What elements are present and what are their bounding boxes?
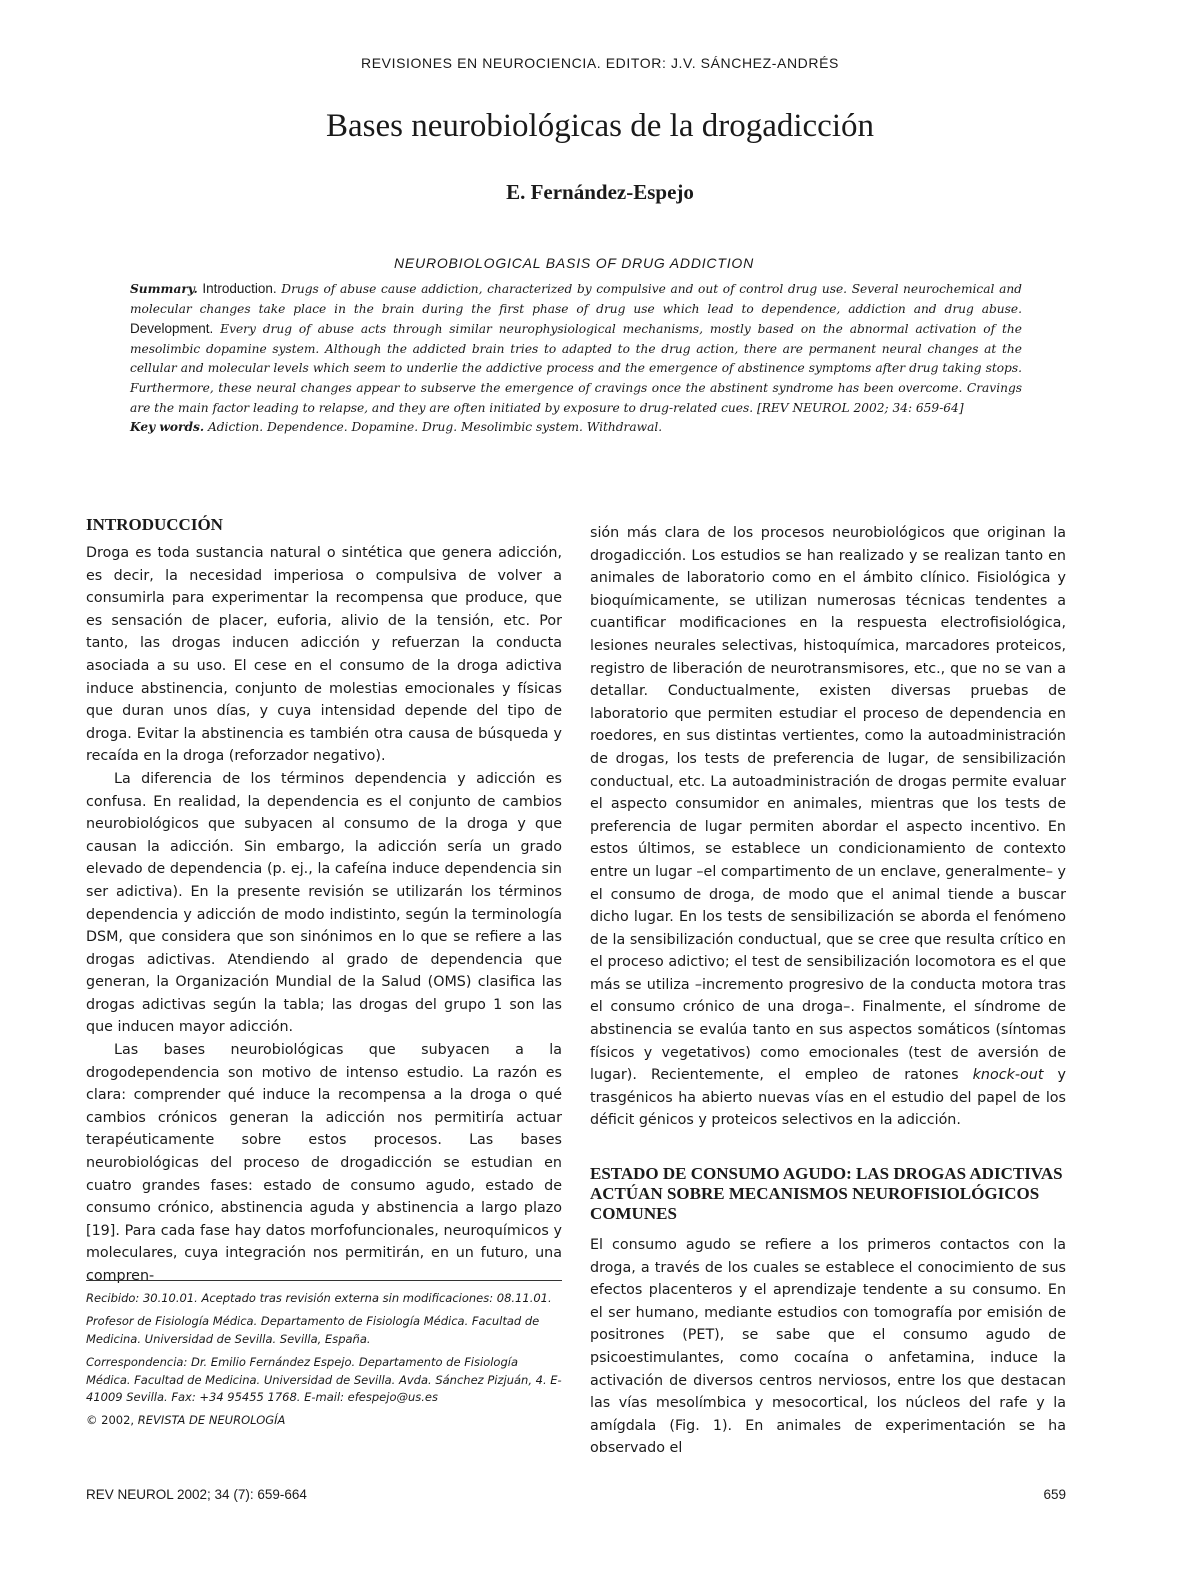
received-note: Recibido: 30.10.01. Aceptado tras revisión externa sin modificaciones: 08.11.01. [86,1291,552,1305]
running-header: REVISIONES EN NEUROCIENCIA. EDITOR: J.V. SÁNCHEZ-ANDRÉS [361,55,839,71]
keywords-text: Adiction. Dependence. Dopamine. Drug. Mesolimbic system. Withdrawal. [204,420,663,435]
affiliation-note: Profesor de Fisiología Médica. Departamento de Fisiología Médica. Facultad de Medicina. Universidad de Sevilla. Sevilla, España. [86,1314,540,1346]
intro-label: Introduction. [202,281,277,296]
paragraph-4-text-a: sión más clara de los procesos neurobiológicos que originan la drogadicción. Los estudios se han realizado y se realizan tanto en animales de laboratorio como en el ámbito clínico. Fisiológica y bioquímicamente, se utilizan numerosas técnicas tendentes a cuantificar modificaciones en la respuesta electrofisiológica, lesiones neurales selectivas, histoquímica, marcadores proteicos, registro de liberación de neurotransmisores, etc., que no se van a detallar. Conductualmente, existen diversas pruebas de laboratorio que permiten estudiar el proceso de dependencia en roedores, en sus distintas vertientes, como la autoadministración de drogas, los tests de preferencia de lugar, de sensibilización conductual, etc. La autoadministración de drogas permite evaluar el aspecto consumidor en animales, mientras que los tests de preferencia de lugar permiten abordar el aspecto incentivo. En estos últimos, se establece un condicionamiento de contexto entre un lugar –el compartimento de un enclave, generalmente– y el consumo de droga, de modo que el animal tiende a buscar dicho lugar. En los tests de sensibilización se aborda el fenómeno de la sensibilización conductual, que se cree que resulta crítico en el proceso adictivo; el test de sensibilización locomotora es el que más se utiliza –incremento progresivo de la conducta motora tras el consumo crónico de una droga–. Finalmente, el síndrome de abstinencia se evalúa tanto en sus aspectos somáticos (síntomas físicos y vegetativos) como emocionales (test de aversión de lugar). Recientemente, el empleo de ratones [590,525,1066,1084]
intro-text: Drugs of abuse cause addiction, characterized by compulsive and out of control drug use. Several neurochemical and molecular changes take place in the brain during the first phase of drug use which lead to dependence, addiction and drug abuse. [130,282,1022,316]
paragraph-1: Droga es toda sustancia natural o sintética que genera adicción, es decir, la necesidad imperiosa o compulsiva de volver a consumirla para experimentar la recompensa que produce, que es sensación de placer, euforia, alivio de la tensión, etc. Por tanto, las drogas inducen adicción y refuerzan la conducta asociada a su uso. El cese en el consumo de la droga adictiva induce abstinencia, conjunto de molestias emocionales y físicas que duran unos días, y cuya intensidad depende del tipo de droga. Evitar la abstinencia es también otra causa de búsqueda y recaída en la droga (reforzador negativo). [86,545,562,765]
paragraph-5: El consumo agudo se refiere a los primeros contactos con la droga, a través de los cuales se establece el conocimiento de sus efectos placenteros y el aprendizaje tendente a su consumo. En el ser humano, mediante estudios con tomografía por emisión de positrones (PET), se sabe que el consumo agudo de psicoestimulantes, como cocaína o anfetamina, induce la activación de diversos centros nerviosos, entre los que destacan las vías mesolímbica y mesocortical, los núcleos del rafe y la amígdala (Fig. 1). En animales de experimentación se ha observado el [590,1237,1066,1457]
right-column [590,522,1066,1460]
footnote-rule [86,1280,562,1281]
development-text: Every drug of abuse acts through similar neurophysiological mechanisms, mostly based on the abnormal activation of the mesolimbic dopamine system. Although the addicted brain tries to adapted to the drug action, there are permanent neural changes at the cellular and molecular levels which seem to underlie the addictive process and the emergence of abstinence symptoms after drug taking stops. Furthermore, these neural changes appear to subserve the emergence of cravings once the abstinent syndrome has been overcome. Cravings are the main factor leading to relapse, and they are often initiated by exposure to drug-related cues. [REV NEUROL 2002; 34: 659-64] [130,322,1022,415]
page-number: 659 [1043,1487,1066,1502]
author-name: E. Fernández-Espejo [506,180,694,204]
copyright-journal: REVISTA DE NEUROLOGÍA [137,1413,286,1428]
development-label: Development. [130,321,214,337]
intro-heading: INTRODUCCIÓN [86,515,223,534]
section-2-heading: ESTADO DE CONSUMO AGUDO: LAS DROGAS ADICTIVAS ACTÚAN SOBRE MECANISMOS NEUROFISIOLÓGICOS COMUNES [590,1164,1063,1224]
paragraph-4-text-b: y trasgénicos ha abierto nuevas vías en el estudio del papel de los déficit génicos y proteicos selectivos en la adicción. [590,1067,1066,1129]
paragraph-3: Las bases neurobiológicas que subyacen a la drogodependencia son motivo de intenso estudio. La razón es clara: comprender qué induce la recompensa a la droga o qué cambios crónicos generan la adicción nos permitiría actuar terapéuticamente sobre estos procesos. Las bases neurobiológicas del proceso de drogadicción se estudian en cuatro grandes fases: estado de consumo agudo, estado de consumo crónico, abstinencia aguda y abstinencia a largo plazo [19]. Para cada fase hay datos morfofuncionales, neuroquímicos y moleculares, cuya integración nos permitirán, en un futuro, una compren- [86,1042,562,1284]
copyright-note [86,1412,562,1429]
summary-label: Summary. [130,282,198,296]
paragraph-4 [590,522,1066,1132]
copyright-prefix: © 2002, [86,1413,138,1428]
paragraph-4-emphasis: knock-out [972,1067,1044,1084]
footer-citation: REV NEUROL 2002; 34 (7): 659-664 [86,1487,307,1502]
left-column [86,515,562,1288]
correspondence-note: Correspondencia: Dr. Emilio Fernández Espejo. Departamento de Fisiología Médica. Facultad de Medicina. Universidad de Sevilla. Avda. Sánchez Pizjuán, 4. E-41009 Sevilla. Fax: +34 95455 1768. E-mail: efespejo@us.es [86,1355,562,1405]
english-title: NEUROBIOLOGICAL BASIS OF DRUG ADDICTION [393,255,754,271]
abstract [130,279,1022,438]
footnotes [86,1290,562,1436]
keywords-label: Key words. [130,420,205,435]
article-title: Bases neurobiológicas de la drogadicción [326,108,874,144]
paragraph-2: La diferencia de los términos dependencia y adicción es confusa. En realidad, la dependencia es el conjunto de cambios neurobiológicos que subyacen al consumo de la droga y que causan la adicción. Sin embargo, la adicción sería un grado elevado de dependencia (p. ej., la cafeína induce dependencia sin ser adictiva). En la presente revisión se utilizarán los términos dependencia y adicción de modo indistinto, según la terminología DSM, que considera que son sinónimos en lo que se refiere a las drogas adictivas. Atendiendo al grado de dependencia que generan, la Organización Mundial de la Salud (OMS) clasifica las drogas adictivas según la tabla; las drogas del grupo 1 son las que inducen mayor adicción. [86,770,562,1036]
